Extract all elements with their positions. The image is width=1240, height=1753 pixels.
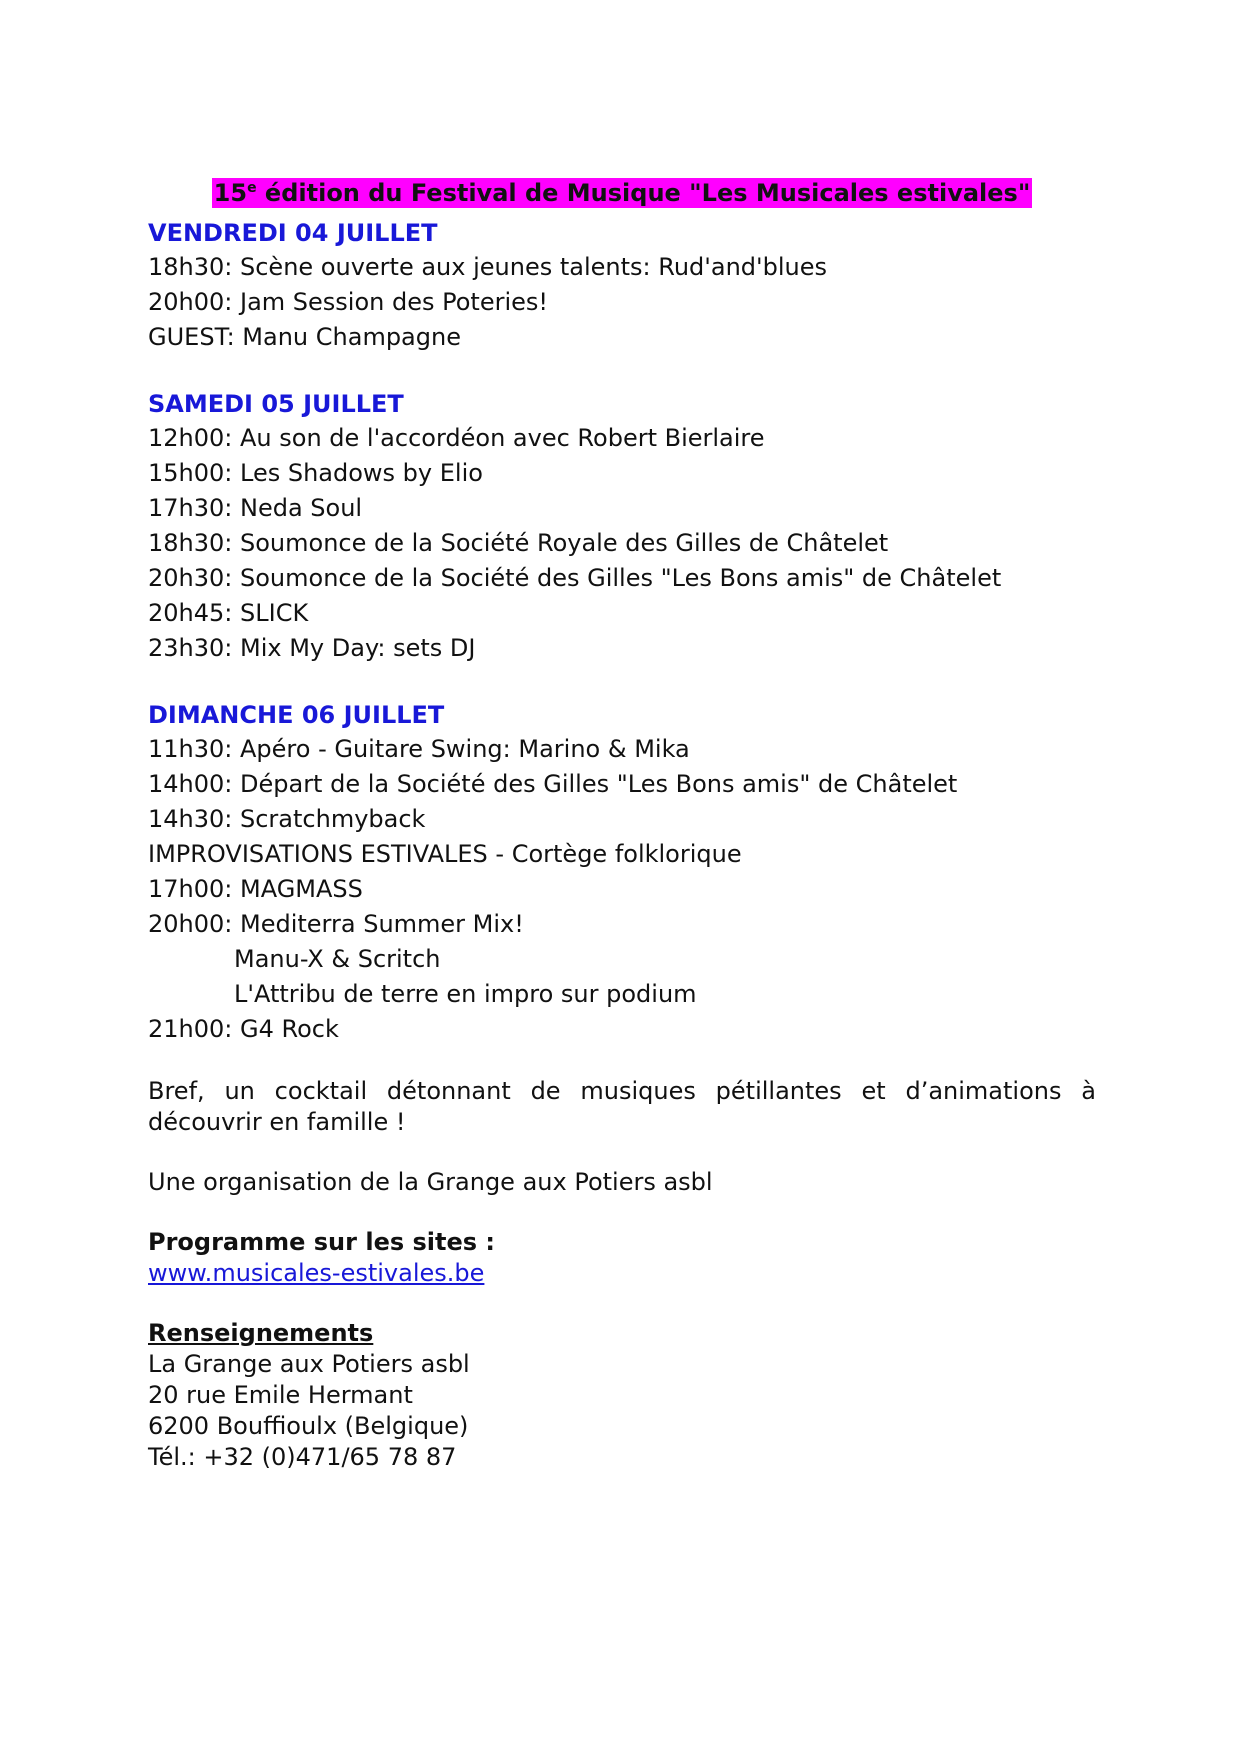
programme-heading: Programme sur les sites : [148,1228,495,1256]
website-link[interactable]: www.musicales-estivales.be [148,1259,485,1287]
schedule-line: 12h00: Au son de l'accordéon avec Robert Bierlaire [148,424,765,452]
schedule-line: 20h30: Soumonce de la Société des Gilles "Les Bons amis" de Châtelet [148,564,1002,592]
schedule-line: 14h30: Scratchmyback [148,805,426,833]
schedule-line: 18h30: Soumonce de la Société Royale des Gilles de Châtelet [148,529,889,557]
spacer [148,355,1096,387]
contact-phone: Tél.: +32 (0)471/65 78 87 [148,1443,457,1471]
title-text: édition du Festival de Musique "Les Musicales estivales" [256,179,1031,207]
schedule-line: 14h00: Départ de la Société des Gilles "Les Bons amis" de Châtelet [148,770,958,798]
schedule-line: 23h30: Mix My Day: sets DJ [148,634,476,662]
schedule-line: GUEST: Manu Champagne [148,323,461,351]
contact-line: 6200 Bouffioulx (Belgique) [148,1412,469,1440]
schedule-line-indented: Manu-X & Scritch [234,945,441,973]
schedule-line: 21h00: G4 Rock [148,1015,339,1043]
spacer [148,1047,1096,1076]
schedule-line: 15h00: Les Shadows by Elio [148,459,483,487]
schedule-line-indented: L'Attribu de terre en impro sur podium [234,980,697,1008]
schedule-line: 20h00: Jam Session des Poteries! [148,288,549,316]
schedule-line: 17h30: Neda Soul [148,494,363,522]
schedule-line: 18h30: Scène ouverte aux jeunes talents: Rud'and'blues [148,253,828,281]
festival-title [212,178,1033,208]
document-page [148,178,1096,1473]
contact-line: La Grange aux Potiers asbl [148,1350,470,1378]
spacer [148,1289,1096,1318]
spacer [148,666,1096,698]
title-wrapper [148,178,1096,216]
schedule-line: IMPROVISATIONS ESTIVALES - Cortège folklorique [148,840,742,868]
contact-heading: Renseignements [148,1319,374,1347]
title-edition-number: 15 [213,179,248,207]
contact-line: 20 rue Emile Hermant [148,1381,413,1409]
day-heading-saturday: SAMEDI 05 JUILLET [148,390,404,418]
summary-paragraph: Bref, un cocktail détonnant de musiques pétillantes et d’animations à découvrir en famille ! [148,1077,1096,1136]
schedule-line: 11h30: Apéro - Guitare Swing: Marino & Mika [148,735,690,763]
spacer [148,1138,1096,1167]
schedule-line: 20h00: Mediterra Summer Mix! [148,910,524,938]
day-heading-friday: VENDREDI 04 JUILLET [148,219,438,247]
spacer [148,1198,1096,1227]
schedule-line: 20h45: SLICK [148,599,309,627]
organisation-line: Une organisation de la Grange aux Potiers asbl [148,1168,713,1196]
title-superscript: e [247,180,257,196]
day-heading-sunday: DIMANCHE 06 JUILLET [148,701,445,729]
schedule-line: 17h00: MAGMASS [148,875,363,903]
